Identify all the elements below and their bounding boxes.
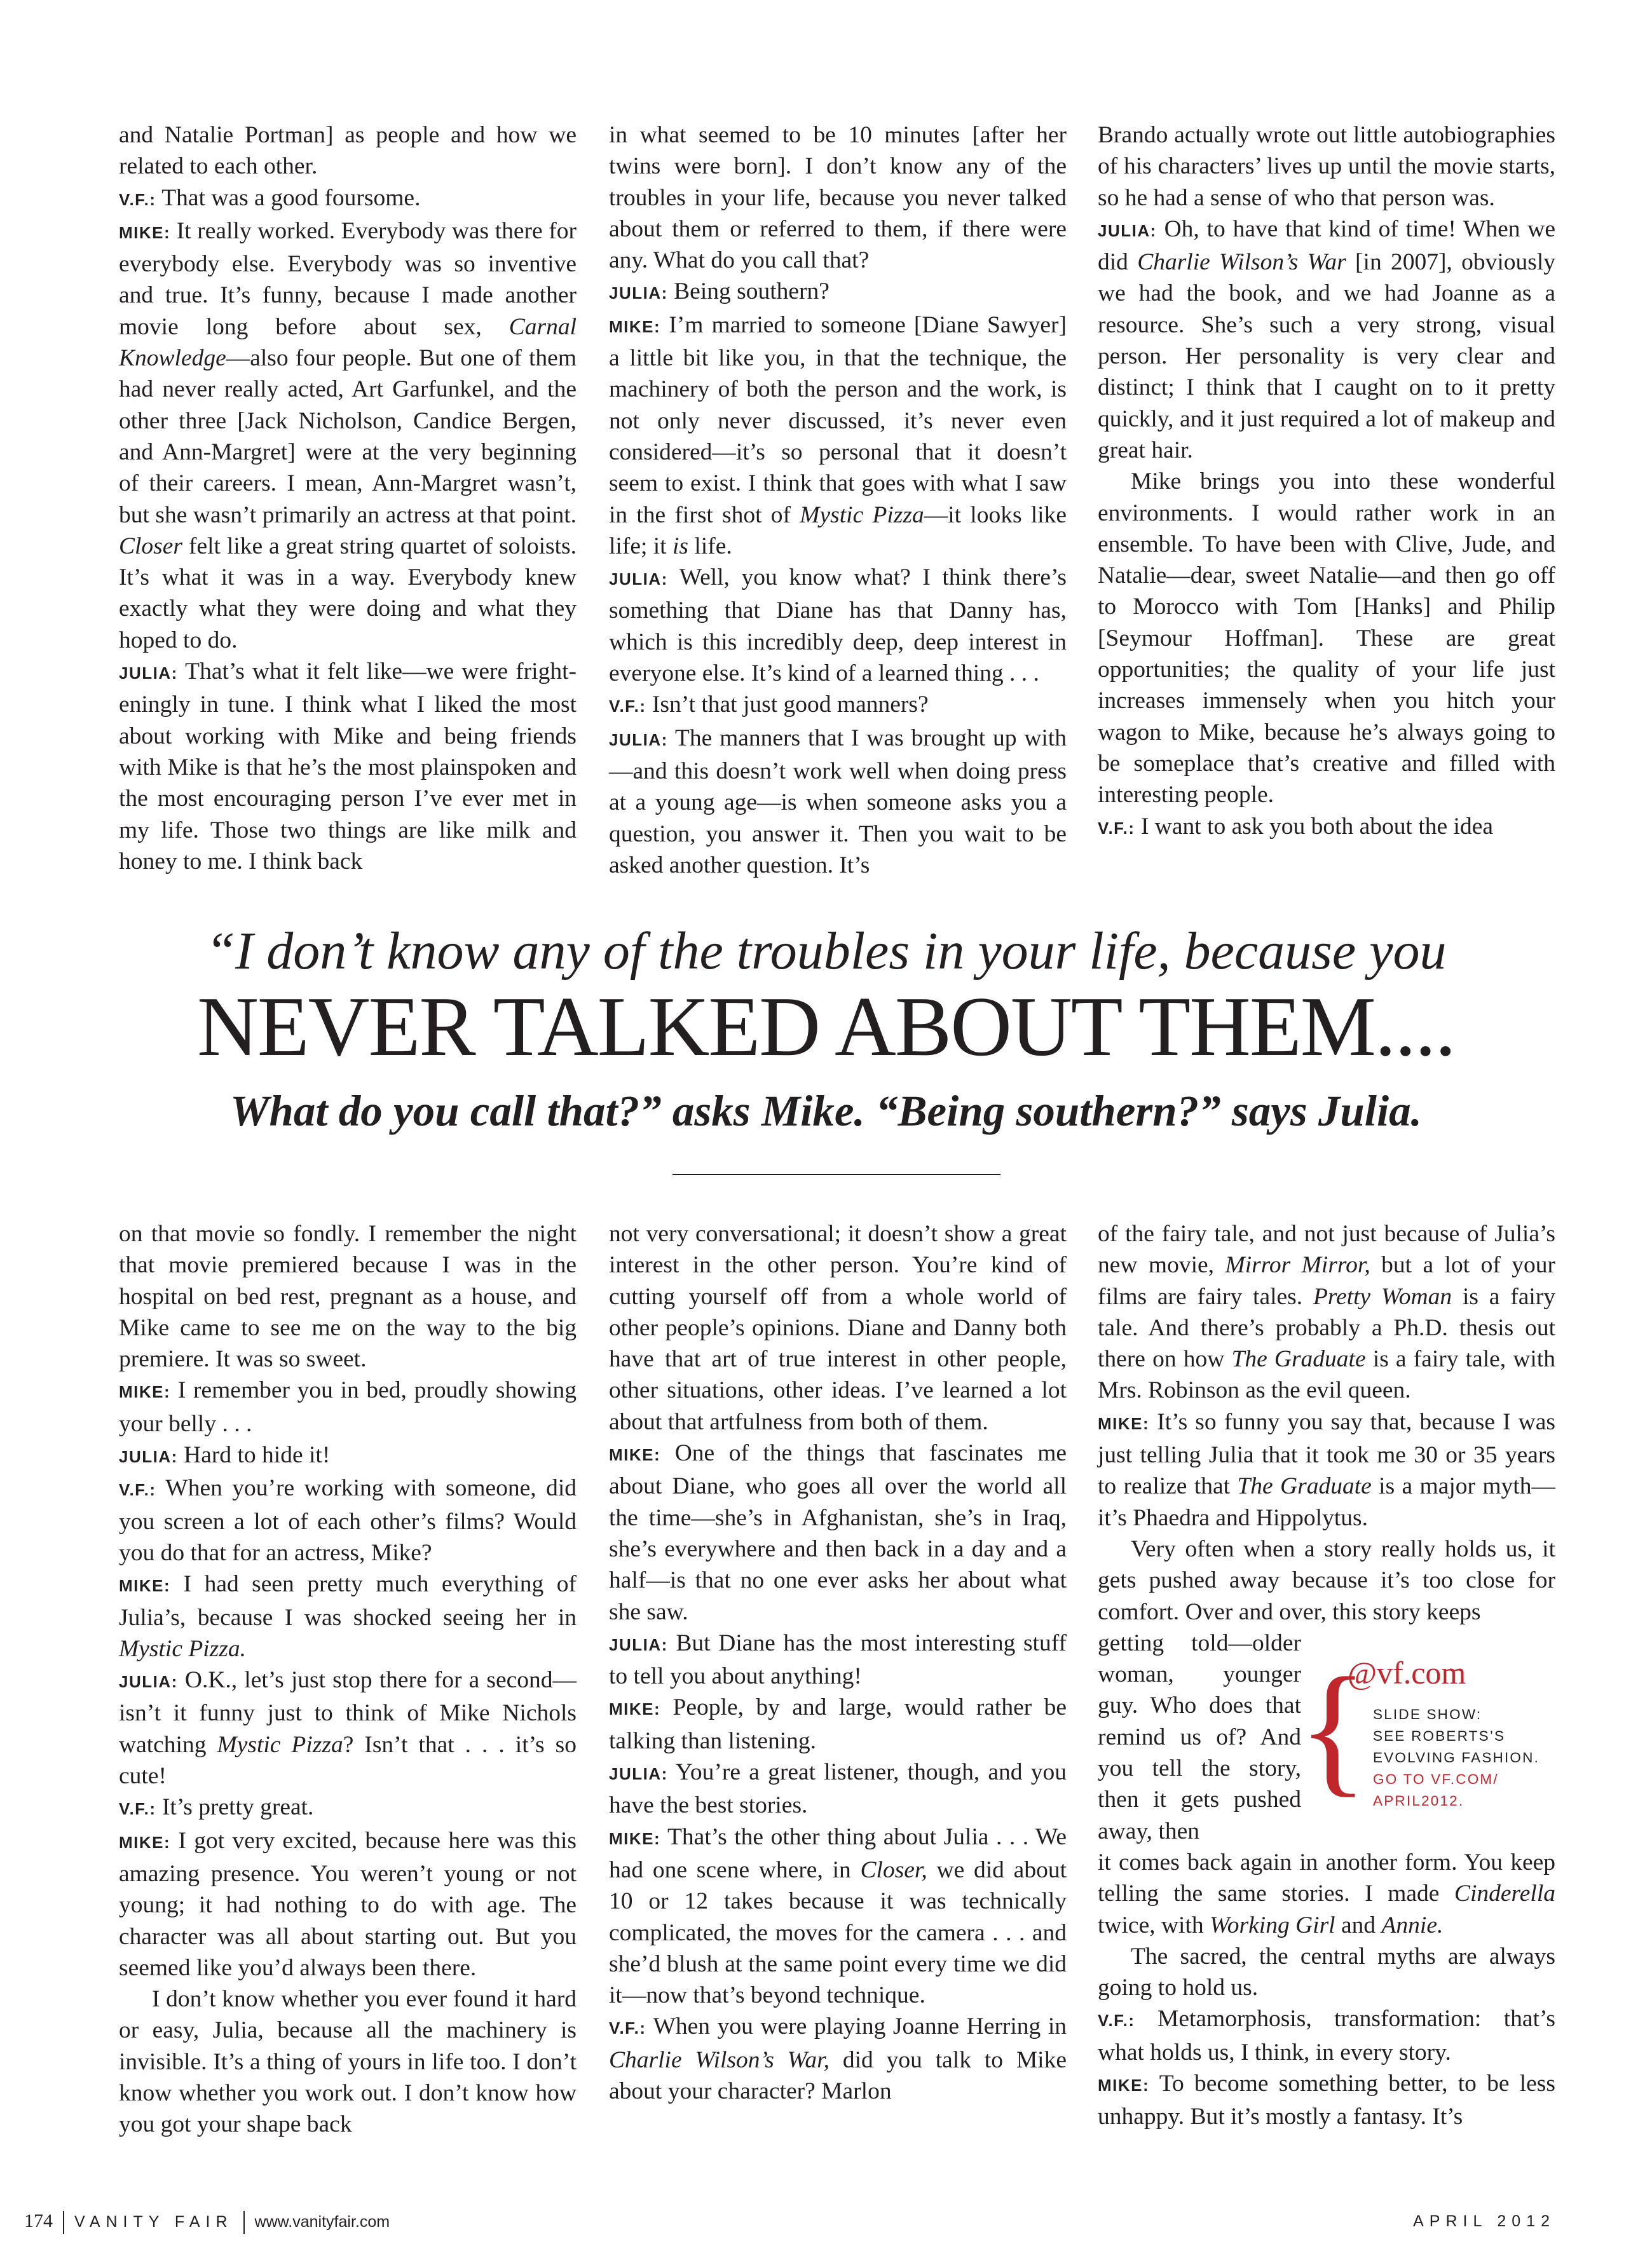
pull-quote-line-1: “I don’t know any of the troubles in your life, because you [205,922,1447,981]
page-number: 174 [24,2210,53,2231]
c4-paragraph [119,1473,577,1569]
column-6-bottom-text [1098,1847,1555,2133]
sidebar-link-line-2[interactable]: APRIL2012. [1373,1793,1464,1809]
c1-paragraph [119,182,577,215]
c6-paragraph [1098,1941,1555,2004]
paragraph-text: Brando actually wrote out little autobiographies of his characters’ lives up until the movie starts, so he had a sense of who that person was. [1098,122,1555,211]
c4-paragraph [119,1825,577,1984]
paragraph-text: Metamorphosis, transformation: that’s what holds us, I think, in every story. [1098,2006,1555,2066]
c4-paragraph [119,1664,577,1792]
speaker-label: MIKE: [609,1445,661,1465]
speaker-label: JULIA: [609,1635,668,1654]
speaker-label: V.F.: [609,697,646,716]
c4-paragraph [119,1375,577,1439]
speaker-label: MIKE: [119,222,171,242]
paragraph-text: People, by and large, would rather be talking than listening. [609,1694,1067,1754]
c3-paragraph [1098,119,1555,214]
speaker-label: V.F.: [609,2018,646,2038]
speaker-label: MIKE: [1098,2076,1150,2095]
paragraph-text: O.K., let’s just stop there for a second—isn’t it funny just to think of Mike Nichols watching Mystic Pizza? Isn’t that . . . it’s so cute! [119,1667,577,1790]
article-column-1 [119,119,577,877]
speaker-label: JULIA: [119,664,178,683]
paragraph-text: of the fairy tale, and not just because of Julia’s new movie, Mirror Mirror, but a lot of your films are fairy tales. Pretty Woman is a fairy tale. And there’s probably a Ph.D. thesis out there on how The Graduate is a fairy tale, with Mrs. Robinson as the evil queen. [1098,1221,1555,1404]
article-column-5 [609,1218,1067,2107]
speaker-label: V.F.: [119,1480,156,1500]
speaker-label: JULIA: [1098,221,1157,240]
paragraph-text: it comes back again in another form. You keep telling the same stories. I made Cinderella twice, with Working Girl and Annie. [1098,1849,1555,1938]
c2-paragraph [609,689,1067,722]
paragraph-text: getting told—older woman, younger guy. Who does that remind us of? And you tell the story, then it gets pushed away, then [1098,1630,1301,1844]
c2-paragraph [609,723,1067,881]
speaker-label: MIKE: [609,1699,661,1719]
speaker-label: V.F.: [119,189,156,209]
speaker-label: MIKE: [1098,1413,1150,1433]
c5-paragraph [609,2011,1067,2107]
c6-paragraph [1098,2003,1555,2068]
c4-paragraph [119,1569,577,1664]
paragraph-text: Mike brings you into these wonderful environments. I would rather work in an ensemble. To have been with Clive, Jude, and Natalie—dear, sweet Natalie—and then go off to Morocco with Tom [Hanks] and Philip [Seymour Hoffman]. These are great opportunities; the quality of your life just increases immensely when you hitch your wagon to Mike, because he’s always going to be someplace that’s creative and filled with interesting people. [1098,468,1555,808]
c3-paragraph [1098,811,1555,844]
paragraph-text: Very often when a story really holds us, it gets pushed away because it’s too close for comfort. Over and over, this story keeps [1098,1535,1555,1625]
magazine-url[interactable]: www.vanityfair.com [254,2213,390,2231]
c5-paragraph [609,1438,1067,1628]
c4-paragraph [119,1218,577,1375]
brace-ornament: { [1298,1647,1369,1809]
speaker-label: MIKE: [119,1576,171,1596]
c6-paragraph [1098,1847,1555,1941]
paragraph-text: Isn’t that just good manners? [652,691,929,718]
speaker-label: JULIA: [609,569,668,589]
c2-paragraph [609,276,1067,309]
paragraph-text: But Diane has the most interesting stuff to tell you about anything! [609,1630,1067,1690]
c4-paragraph [119,1792,577,1825]
c5-paragraph [609,1757,1067,1821]
c5-paragraph [609,1218,1067,1438]
speaker-label: MIKE: [609,1828,661,1848]
speaker-label: JULIA: [119,1672,178,1692]
paragraph-text: It really worked. Everybody was there for everybody else. Everybody was so inventive and true. It’s funny, because I made another movie long before about sex, Carnal Knowledge—also four people. But one of them had never really acted, Art Garfunkel, and the other three [Jack Nicholson, Candice Bergen, and Ann-Margret] were at the very beginning of their careers. I mean, Ann-Margret wasn’t, but she wasn’t primarily an actress at that point. Closer felt like a great string quartet of soloists. It’s what it was in a way. Everybody knew exactly what they were doing and what they hoped to do. [119,217,577,653]
speaker-label: JULIA: [119,1447,178,1467]
c1-paragraph [119,656,577,877]
c5-paragraph [609,1692,1067,1757]
speaker-label: JULIA: [609,730,668,749]
paragraph-text: Oh, to have that kind of time! When we did Charlie Wilson’s War [in 2007], obviously we had the book, and we had Joanne as a resource. She’s such a very strong, visual person. Her personality is very clear and distinct; I think that I caught on to it pretty quickly, and it just required a lot of makeup and great hair. [1098,215,1556,463]
issue-date: APRIL 2012 [1413,2212,1555,2230]
sidebar-line-3: EVOLVING FASHION. [1373,1750,1540,1766]
article-column-2 [609,119,1067,881]
c1-paragraph [119,215,577,656]
pull-quote-headline: NEVER TALKED ABOUT THEM.... [197,979,1455,1073]
paragraph-text: The sacred, the central myths are always going to hold us. [1098,1943,1555,2001]
paragraph-text: The manners that I was brought up with—and this doesn’t work well when doing press at a young age—is when someone asks you a question, you answer it. Then you wait to be asked another question. It’s [609,725,1067,878]
c6-paragraph [1098,1406,1555,1534]
sidebar-line-1: SLIDE SHOW: [1373,1706,1482,1722]
paragraph-text: You’re a great listener, though, and you have the best stories. [609,1759,1067,1819]
paragraph-text: When you’re working with someone, did you screen a lot of each other’s films? Would you do that for an actress, Mike? [119,1475,577,1566]
paragraph-text: Hard to hide it! [184,1442,331,1469]
folio-divider [243,2211,245,2234]
paragraph-text: I got very excited, because here was this amazing presence. You weren’t young or not young; it had nothing to do with age. The character was all about starting out. But you seemed like you’d always been there. [119,1827,577,1981]
speaker-label: MIKE: [119,1382,171,1402]
c5-paragraph [609,1628,1067,1692]
speaker-label: V.F.: [119,1799,156,1819]
paragraph-text: I had seen pretty much everything of Julia’s, because I was shocked seeing her in Mystic Pizza. [119,1571,577,1662]
pull-quote-rule [672,1174,1000,1175]
c6-paragraph [1098,1534,1555,1628]
pull-quote-attribution: What do you call that?” asks Mike. “Being southern?” says Julia. [230,1087,1422,1135]
magazine-name: VANITY FAIR [74,2213,233,2231]
vf-com-heading: @vf.com [1348,1655,1466,1691]
speaker-label: JULIA: [609,1764,668,1784]
c2-paragraph [609,310,1067,562]
paragraph-text: Being southern? [674,278,829,305]
speaker-label: V.F.: [1098,818,1135,838]
c2-paragraph [609,119,1067,276]
paragraph-text: and Natalie Portman] as people and how we related to each other. [119,122,577,180]
paragraph-text: When you were playing Joanne Herring in Charlie Wilson’s War, did you talk to Mike about your character? Marlon [609,2013,1067,2105]
speaker-label: JULIA: [609,283,668,303]
paragraph-text: That was a good foursome. [161,184,421,211]
c1-paragraph [119,119,577,182]
folio-divider [63,2211,64,2234]
c4-paragraph [119,1439,577,1473]
paragraph-text: on that movie so fondly. I remember the night that movie premiered because I was in the hospital on bed rest, pregnant as a house, and Mike came to see me on the way to the big premiere. It was so sweet. [119,1221,577,1373]
speaker-label: MIKE: [119,1832,171,1852]
c6-paragraph [1098,1218,1555,1406]
c2-paragraph [609,562,1067,689]
vf-com-sidebar [1298,1647,1555,1829]
paragraph-text: I remember you in bed, proudly showing your belly . . . [119,1377,577,1437]
c6-wrap-paragraph [1098,1628,1301,1847]
speaker-label: V.F.: [1098,2011,1135,2031]
column-6-top-text [1098,1218,1555,1628]
speaker-label: MIKE: [609,316,661,336]
c5-paragraph [609,1821,1067,2011]
paragraph-text: not very conversational; it doesn’t show a great interest in the other person. You’re kind of cutting yourself off from a whole world of other people’s opinions. Diane and Danny both have that art of true interest in other people, other situations, other ideas. I’ve learned a lot about that artfulness from both of them. [609,1221,1067,1435]
paragraph-text: To become something better, to be less unhappy. But it’s mostly a fantasy. It’s [1098,2071,1555,2130]
article-column-4 [119,1218,577,2141]
footer-folio [24,2211,390,2234]
column-6-wrapped-text [1098,1628,1301,1847]
paragraph-text: in what seemed to be 10 minutes [after her twins were born]. I don’t know any of the troubles in your life, because you never talked about them or referred to them, if there were any. What do you call that? [609,122,1067,274]
paragraph-text: I don’t know whether you ever found it hard or easy, Julia, because all the machinery is invisible. It’s a thing of yours in life too. I don’t know whether you work out. I don’t know how you got your shape back [119,1986,577,2138]
paragraph-text: That’s what it felt like—we were frighteningly in tune. I think what I liked the most about working with Mike and being friends with Mike is that he’s the most plainspoken and the most encouraging person I’ve ever met in my life. Those two things are like milk and honey to me. I think back [119,658,577,875]
article-column-3 [1098,119,1555,844]
c4-paragraph [119,1984,577,2140]
paragraph-text: It’s pretty great. [161,1794,314,1821]
paragraph-text: It’s so funny you say that, because I was just telling Julia that it took me 30 or 35 years to realize that The Graduate is a major myth—it’s Phaedra and Hippolytus. [1098,1408,1556,1531]
sidebar-line-2: SEE ROBERTS’S [1373,1728,1506,1744]
paragraph-text: Well, you know what? I think there’s something that Diane has that Danny has, which is this incredibly deep, deep interest in everyone else. It’s kind of a learned thing . . . [609,564,1067,687]
c3-paragraph [1098,466,1555,810]
paragraph-text: I’m married to someone [Diane Sawyer] a little bit like you, in that the technique, the machinery of both the person and the work, is not only never discussed, it’s never even considered—it’s so personal that it doesn’t seem to exist. I think that goes with what I saw in the first shot of Mystic Pizza—it looks like life; it is life. [609,311,1067,559]
sidebar-link-line-1[interactable]: GO TO VF.COM/ [1373,1771,1499,1787]
paragraph-text: I want to ask you both about the idea [1140,813,1493,840]
paragraph-text: One of the things that fascinates me about Diane, who goes all over the world all the time—she’s in Afghanistan, she’s in Iraq, she’s everywhere and then back in a day and a half—is that no one ever asks her about what she saw. [609,1440,1067,1625]
c6-paragraph [1098,2068,1555,2133]
c3-paragraph [1098,214,1555,466]
paragraph-text: That’s the other thing about Julia . . . We had one scene where, in Closer, we did about 10 or 12 takes because it was technically complicated, the moves for the camera . . . and she’d blush at the same point every time we did it—now that’s beyond technique. [609,1823,1067,2009]
